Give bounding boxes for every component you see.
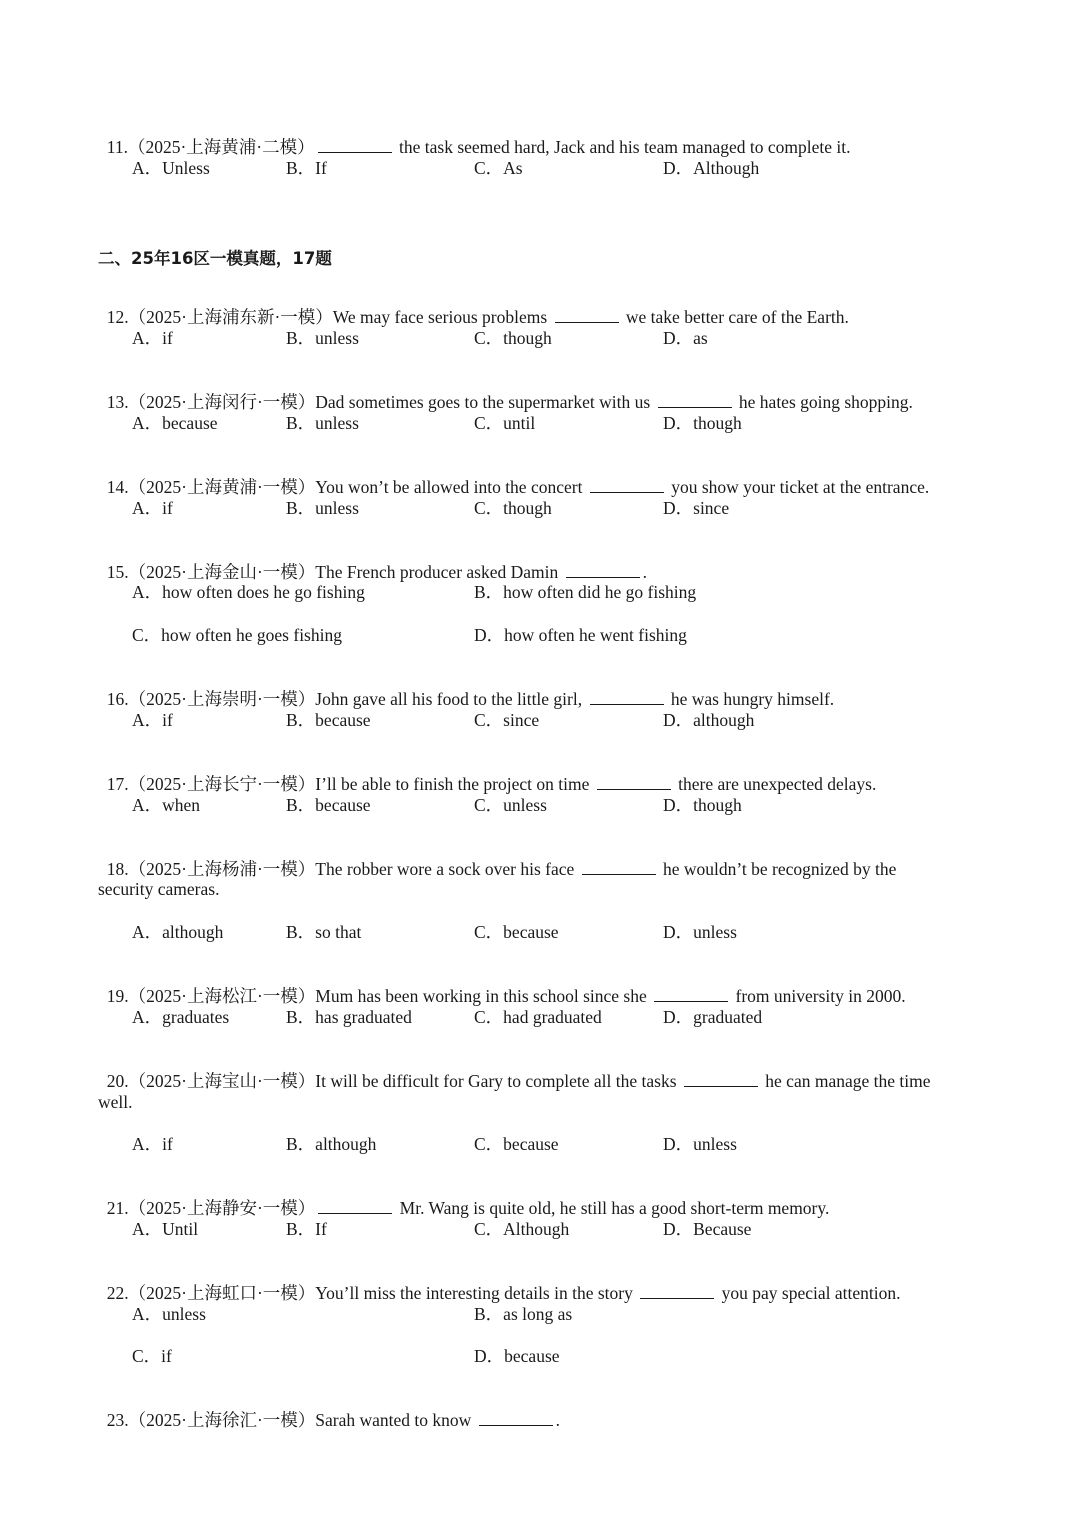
option-d: D．unless	[663, 1134, 737, 1154]
option-b: B．how often did he go fishing	[474, 582, 697, 602]
option-a: A．unless	[132, 1304, 206, 1324]
option-b: B．because	[286, 710, 371, 730]
option-c: C．had graduated	[474, 1007, 602, 1027]
question-12: 12.（2025·上海浦东新·一模）We may face serious problems we take better care of the Earth.	[106, 307, 849, 327]
option-c: C．unless	[474, 795, 547, 815]
option-c: C．though	[474, 328, 552, 348]
answer-blank	[590, 476, 664, 493]
option-d: D．Although	[663, 158, 760, 178]
option-a: A．if	[132, 710, 173, 730]
answer-blank	[658, 391, 732, 408]
option-a: A．graduates	[132, 1007, 230, 1027]
question-18-continuation: security cameras.	[98, 879, 220, 899]
question-18: 18.（2025·上海杨浦·一模）The robber wore a sock over his face he wouldn’t be recognized by the	[106, 859, 897, 879]
option-c: C．because	[474, 922, 559, 942]
option-d: D．Because	[663, 1219, 752, 1239]
question-22: 22.（2025·上海虹口·一模）You’ll miss the interesting details in the story you pay special attention.	[106, 1283, 901, 1303]
answer-blank	[566, 561, 640, 578]
question-20: 20.（2025·上海宝山·一模）It will be difficult for Gary to complete all the tasks he can manage the time	[106, 1071, 931, 1091]
option-d: D．since	[663, 498, 730, 518]
answer-blank	[640, 1282, 714, 1299]
option-b: B．unless	[286, 413, 359, 433]
option-b: B．has graduated	[286, 1007, 412, 1027]
question-16: 16.（2025·上海崇明·一模）John gave all his food to the little girl, he was hungry himself.	[106, 689, 835, 709]
section-heading: 二、25年16区一模真题，17题	[98, 249, 332, 268]
option-c: C．As	[474, 158, 523, 178]
option-b: B．although	[286, 1134, 377, 1154]
option-c: C．because	[474, 1134, 559, 1154]
option-b: B．as long as	[474, 1304, 573, 1324]
option-d: D．though	[663, 795, 742, 815]
option-b: B．because	[286, 795, 371, 815]
option-a: A．Unless	[132, 158, 210, 178]
answer-blank	[318, 1197, 392, 1214]
answer-blank	[590, 688, 664, 705]
option-a: A．if	[132, 328, 173, 348]
option-c: C．until	[474, 413, 536, 433]
answer-blank	[318, 136, 392, 153]
answer-blank	[684, 1070, 758, 1087]
option-c: C．though	[474, 498, 552, 518]
option-a: A．when	[132, 795, 201, 815]
option-a: A．because	[132, 413, 218, 433]
question-14: 14.（2025·上海黄浦·一模）You won’t be allowed into the concert you show your ticket at the entrance.	[106, 477, 930, 497]
option-d: D．although	[663, 710, 755, 730]
option-d: D．because	[474, 1346, 560, 1366]
option-d: D．as	[663, 328, 708, 348]
option-b: B．If	[286, 1219, 327, 1239]
option-a: A．if	[132, 1134, 173, 1154]
answer-blank	[582, 858, 656, 875]
question-19: 19.（2025·上海松江·一模）Mum has been working in this school since she from university in 2000.	[106, 986, 906, 1006]
option-d: D．unless	[663, 922, 737, 942]
question-21: 21.（2025·上海静安·一模） Mr. Wang is quite old, he still has a good short-term memory.	[106, 1198, 830, 1218]
option-d: D．how often he went fishing	[474, 625, 687, 645]
option-b: B．unless	[286, 328, 359, 348]
question-13: 13.（2025·上海闵行·一模）Dad sometimes goes to the supermarket with us he hates going shopping.	[106, 392, 913, 412]
option-b: B．so that	[286, 922, 362, 942]
option-b: B．unless	[286, 498, 359, 518]
question-15: 15.（2025·上海金山·一模）The French producer asked Damin .	[106, 562, 647, 582]
question-23: 23.（2025·上海徐汇·一模）Sarah wanted to know .	[106, 1410, 561, 1430]
option-c: C．how often he goes fishing	[132, 625, 342, 645]
option-a: A．Until	[132, 1219, 199, 1239]
option-b: B．If	[286, 158, 327, 178]
answer-blank	[555, 306, 619, 323]
option-c: C．since	[474, 710, 540, 730]
option-c: C．if	[132, 1346, 172, 1366]
answer-blank	[597, 773, 671, 790]
option-a: A．how often does he go fishing	[132, 582, 365, 602]
question-20-continuation: well.	[98, 1092, 133, 1112]
option-a: A．if	[132, 498, 173, 518]
option-c: C．Although	[474, 1219, 570, 1239]
question-11: 11.（2025·上海黄浦·二模） the task seemed hard, Jack and his team managed to complete it.	[106, 137, 851, 157]
answer-blank	[654, 985, 728, 1002]
option-d: D．graduated	[663, 1007, 763, 1027]
question-17: 17.（2025·上海长宁·一模）I’ll be able to finish the project on time there are unexpected delays.	[106, 774, 877, 794]
option-d: D．though	[663, 413, 742, 433]
option-a: A．although	[132, 922, 224, 942]
answer-blank	[479, 1409, 553, 1426]
